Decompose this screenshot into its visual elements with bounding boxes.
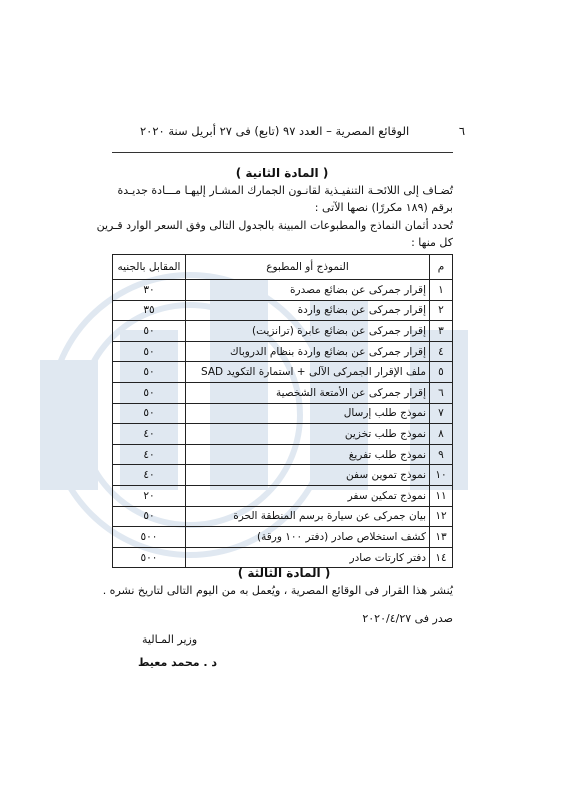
row-number: ١٣ [430,527,453,548]
row-number: ٨ [430,424,453,445]
row-price: ٥٠٠ [113,527,186,548]
row-item: دفتر كارتات صادر [186,547,430,568]
row-item: بيان جمركى عن سيارة برسم المنطقة الحرة [186,506,430,527]
row-price: ٥٠ [113,341,186,362]
header-divider [112,152,453,153]
article-3-line-1: يُنشر هذا القرار فى الوقائع المصرية ، ويُعمل به من اليوم التالى لتاريخ نشره . [102,584,453,597]
table-row [113,485,453,506]
row-price: ٥٠ [113,321,186,342]
table-row [113,321,453,342]
row-item: إقرار جمركى عن بضائع عابرة (ترانزيت) [186,321,430,342]
table-row [113,506,453,527]
row-price: ٥٠ [113,382,186,403]
row-number: ٥ [430,362,453,383]
row-item: ملف الإقرار الجمركى الآلى + استمارة التكويد SAD [186,362,430,383]
row-price: ٥٠ [113,362,186,383]
table-row [113,362,453,383]
row-price: ٢٠ [113,485,186,506]
header-item: النموذج أو المطبوع [186,255,430,280]
page-number: ٦ [458,124,465,138]
row-number: ١١ [430,485,453,506]
issue-date: صدر فى ٢٠٢٠/٤/٢٧ [362,612,453,625]
row-item: إقرار جمركى عن الأمتعة الشخصية [186,382,430,403]
row-price: ٥٠ [113,403,186,424]
article-2-line-1: تُضـاف إلى اللائحـة التنفيـذية لقانـون الجمارك المشـار إليهـا مـــادة جديـدة [117,184,453,197]
row-price: ٣٥ [113,300,186,321]
row-number: ٣ [430,321,453,342]
row-price: ٥٠٠ [113,547,186,568]
table-row [113,403,453,424]
row-item: نموذج تمكين سفر [186,485,430,506]
row-number: ٧ [430,403,453,424]
table-row [113,465,453,486]
article-3-title: ( المادة الثالثة ) [237,566,331,580]
row-number: ٩ [430,444,453,465]
row-number: ٦ [430,382,453,403]
table-row [113,280,453,301]
row-number: ٢ [430,300,453,321]
table-row [113,382,453,403]
row-number: ١٤ [430,547,453,568]
article-2-line-2: برقم (١٨٩ مكررًا) نصها الآتى : [314,201,453,214]
signatory-title: وزير المـالية [142,633,198,646]
page-header [140,124,465,144]
table-row [113,424,453,445]
row-number: ١ [430,280,453,301]
row-number: ٤ [430,341,453,362]
row-item: كشف استخلاص صادر (دفتر ١٠٠ ورقة) [186,527,430,548]
row-number: ١٢ [430,506,453,527]
row-item: نموذج تموين سفن [186,465,430,486]
table-header-row [113,255,453,280]
header-price: المقابل بالجنيه [113,255,186,280]
row-item: نموذج طلب تفريغ [186,444,430,465]
gazette-title: الوقائع المصرية – العدد ٩٧ (تابع) فى ٢٧ أبريل سنة ٢٠٢٠ [140,124,410,138]
article-2-line-4: كل منها : [411,236,453,249]
article-2-line-3: تُحدد أثمان النماذج والمطبوعات المبينة بالجدول التالى وفق السعر الوارد قـرين [96,219,453,232]
table-row [113,444,453,465]
row-item: إقرار جمركى عن بضائع واردة بنظام الدروباك [186,341,430,362]
table-row [113,341,453,362]
table-row [113,527,453,548]
signatory-name: د . محمد معيط [138,656,218,669]
row-price: ٣٠ [113,280,186,301]
row-price: ٤٠ [113,465,186,486]
row-item: نموذج طلب إرسال [186,403,430,424]
row-item: إقرار جمركى عن بضائع واردة [186,300,430,321]
header-num: م [430,255,453,280]
row-price: ٥٠ [113,506,186,527]
table-row [113,547,453,568]
article-2-title: ( المادة الثانية ) [235,166,329,180]
row-item: نموذج طلب تخزين [186,424,430,445]
table-row [113,300,453,321]
row-price: ٤٠ [113,444,186,465]
row-price: ٤٠ [113,424,186,445]
row-number: ١٠ [430,465,453,486]
price-table [112,254,453,568]
row-item: إقرار جمركى عن بضائع مصدرة [186,280,430,301]
